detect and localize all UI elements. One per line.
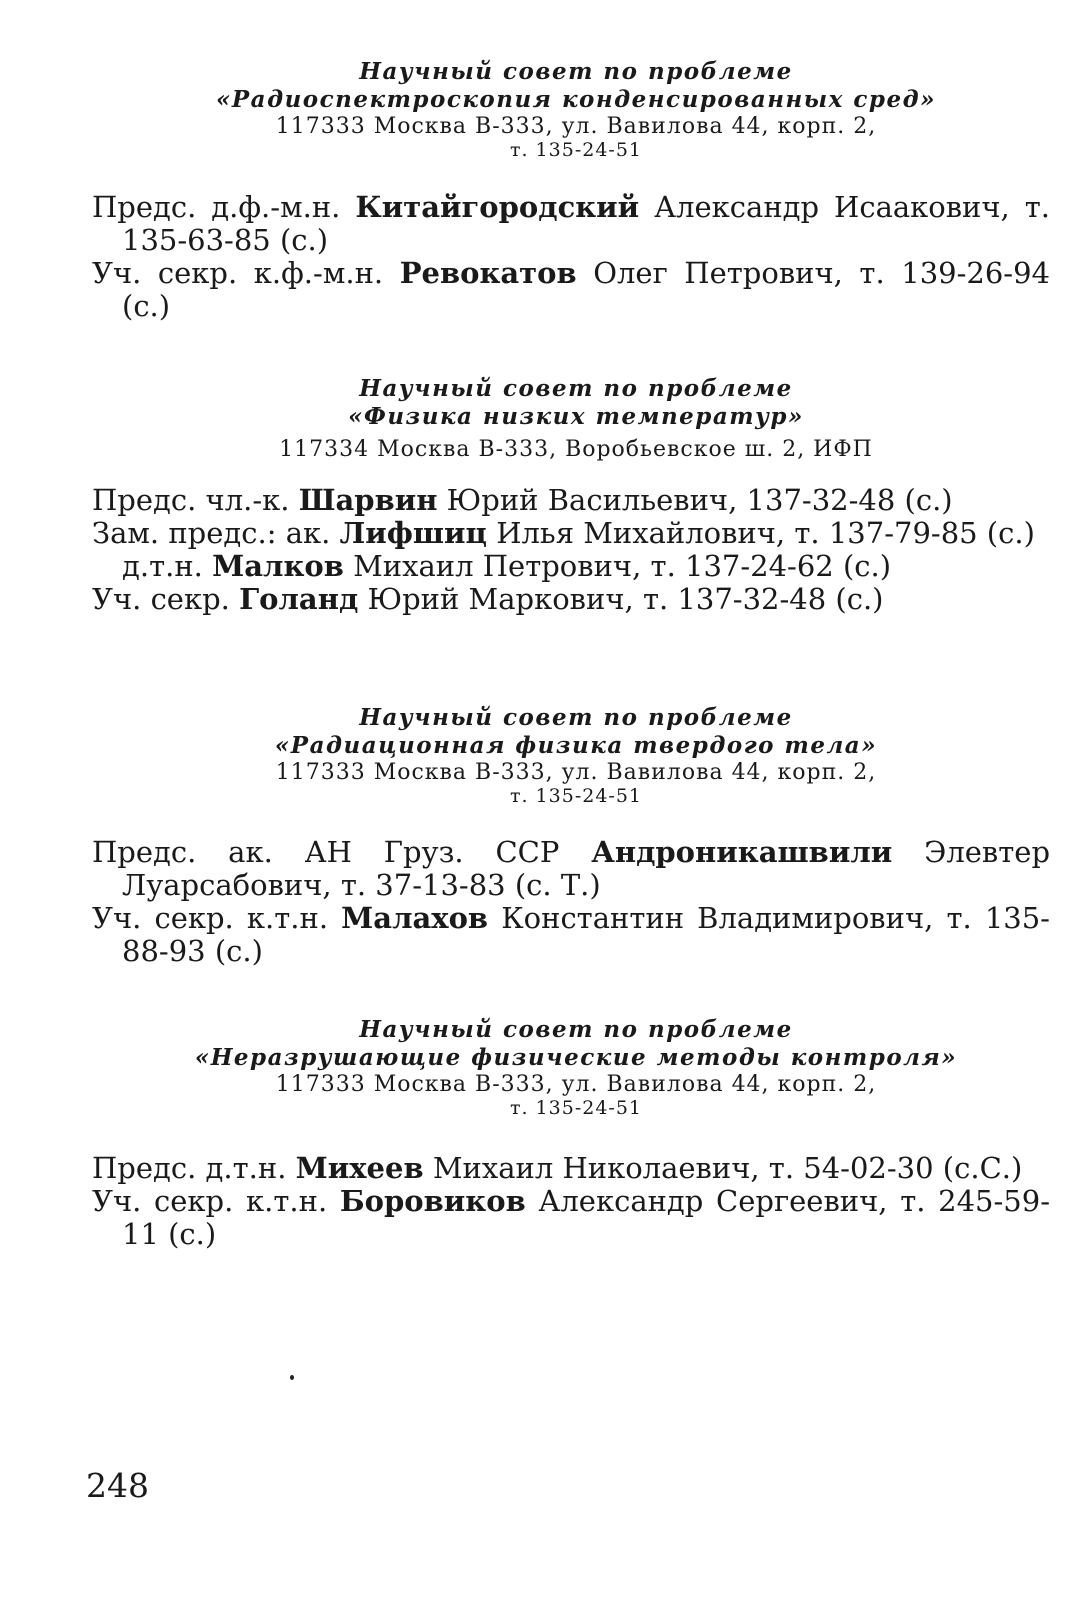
section-phone: т. 135-24-51 [509,1097,643,1119]
section-heading: Научный совет по проблеме [359,1016,793,1043]
section-phone: т. 135-24-51 [509,785,643,807]
member-entry: Предс. д.т.н. Михеев Михаил Николаевич, т. 54-02-30 (с.С.) [92,1151,1023,1185]
section-topic: «Радиационная физика твердого тела» [274,732,878,759]
member-entry: Предс. д.ф.-м.н. Китайгородский Александр Исаакович, т. 135-63-85 (с.) [92,190,1050,257]
council-members-1 [92,191,1050,323]
page-number: 248 [86,1466,149,1505]
member-name: Михеев [295,1151,424,1185]
member-entry: Уч. секр. Голанд Юрий Маркович, т. 137-32-48 (с.) [92,582,884,616]
member-name: Шарвин [298,483,438,517]
member-name: Боровиков [339,1184,526,1218]
member-name: Малахов [341,901,489,935]
section-heading: Научный совет по проблеме [359,704,793,731]
council-section-1 [0,58,1092,160]
section-topic: «Радиоспектроскопия конденсированных сред» [216,86,936,113]
member-entry: Предс. ак. АН Груз. ССР Андроникашвили Элевтер Луарсабович, т. 37-13-83 (с. Т.) [92,835,1051,902]
member-entry: Уч. секр. к.ф.-м.н. Ревокатов Олег Петрович, т. 139-26-94 (с.) [92,256,1050,323]
council-section-2 [0,375,1092,463]
council-section-3 [0,704,1092,806]
section-phone: т. 135-24-51 [509,139,643,161]
council-members-3 [92,836,1050,968]
council-members-2 [92,484,1050,616]
member-name: Малков [212,549,344,583]
council-members-4 [92,1152,1050,1251]
member-name: Голанд [239,582,359,616]
section-heading: Научный совет по проблеме [359,375,793,402]
member-name: Лифшиц [339,516,487,550]
member-name: Китайгородский [355,190,640,224]
member-name: Андроникашвили [591,835,893,869]
member-entry: д.т.н. Малков Михаил Петрович, т. 137-24-62 (с.) [122,549,892,583]
section-topic: «Физика низких температур» [348,403,804,430]
print-speck [290,1375,294,1380]
member-entry: Уч. секр. к.т.н. Малахов Константин Владимирович, т. 135-88-93 (с.) [92,901,1050,968]
section-address: 117333 Москва В-333, ул. Вавилова 44, корп. 2, [275,1072,877,1097]
section-address: 117333 Москва В-333, ул. Вавилова 44, корп. 2, [275,760,877,785]
section-topic: «Неразрушающие физические методы контроля» [194,1044,958,1071]
member-entry: Зам. предс.: ак. Лифшиц Илья Михайлович, т. 137-79-85 (с.) [92,516,1035,550]
member-entry: Предс. чл.-к. Шарвин Юрий Васильевич, 137-32-48 (с.) [92,483,953,517]
section-address: 117333 Москва В-333, ул. Вавилова 44, корп. 2, [275,114,877,139]
council-section-4 [0,1016,1092,1118]
member-entry: Уч. секр. к.т.н. Боровиков Александр Сергеевич, т. 245-59-11 (с.) [92,1184,1051,1251]
section-heading: Научный совет по проблеме [359,58,793,85]
section-address: 117334 Москва В-333, Воробьевское ш. 2, ИФП [279,437,873,462]
member-name: Ревокатов [399,256,577,290]
